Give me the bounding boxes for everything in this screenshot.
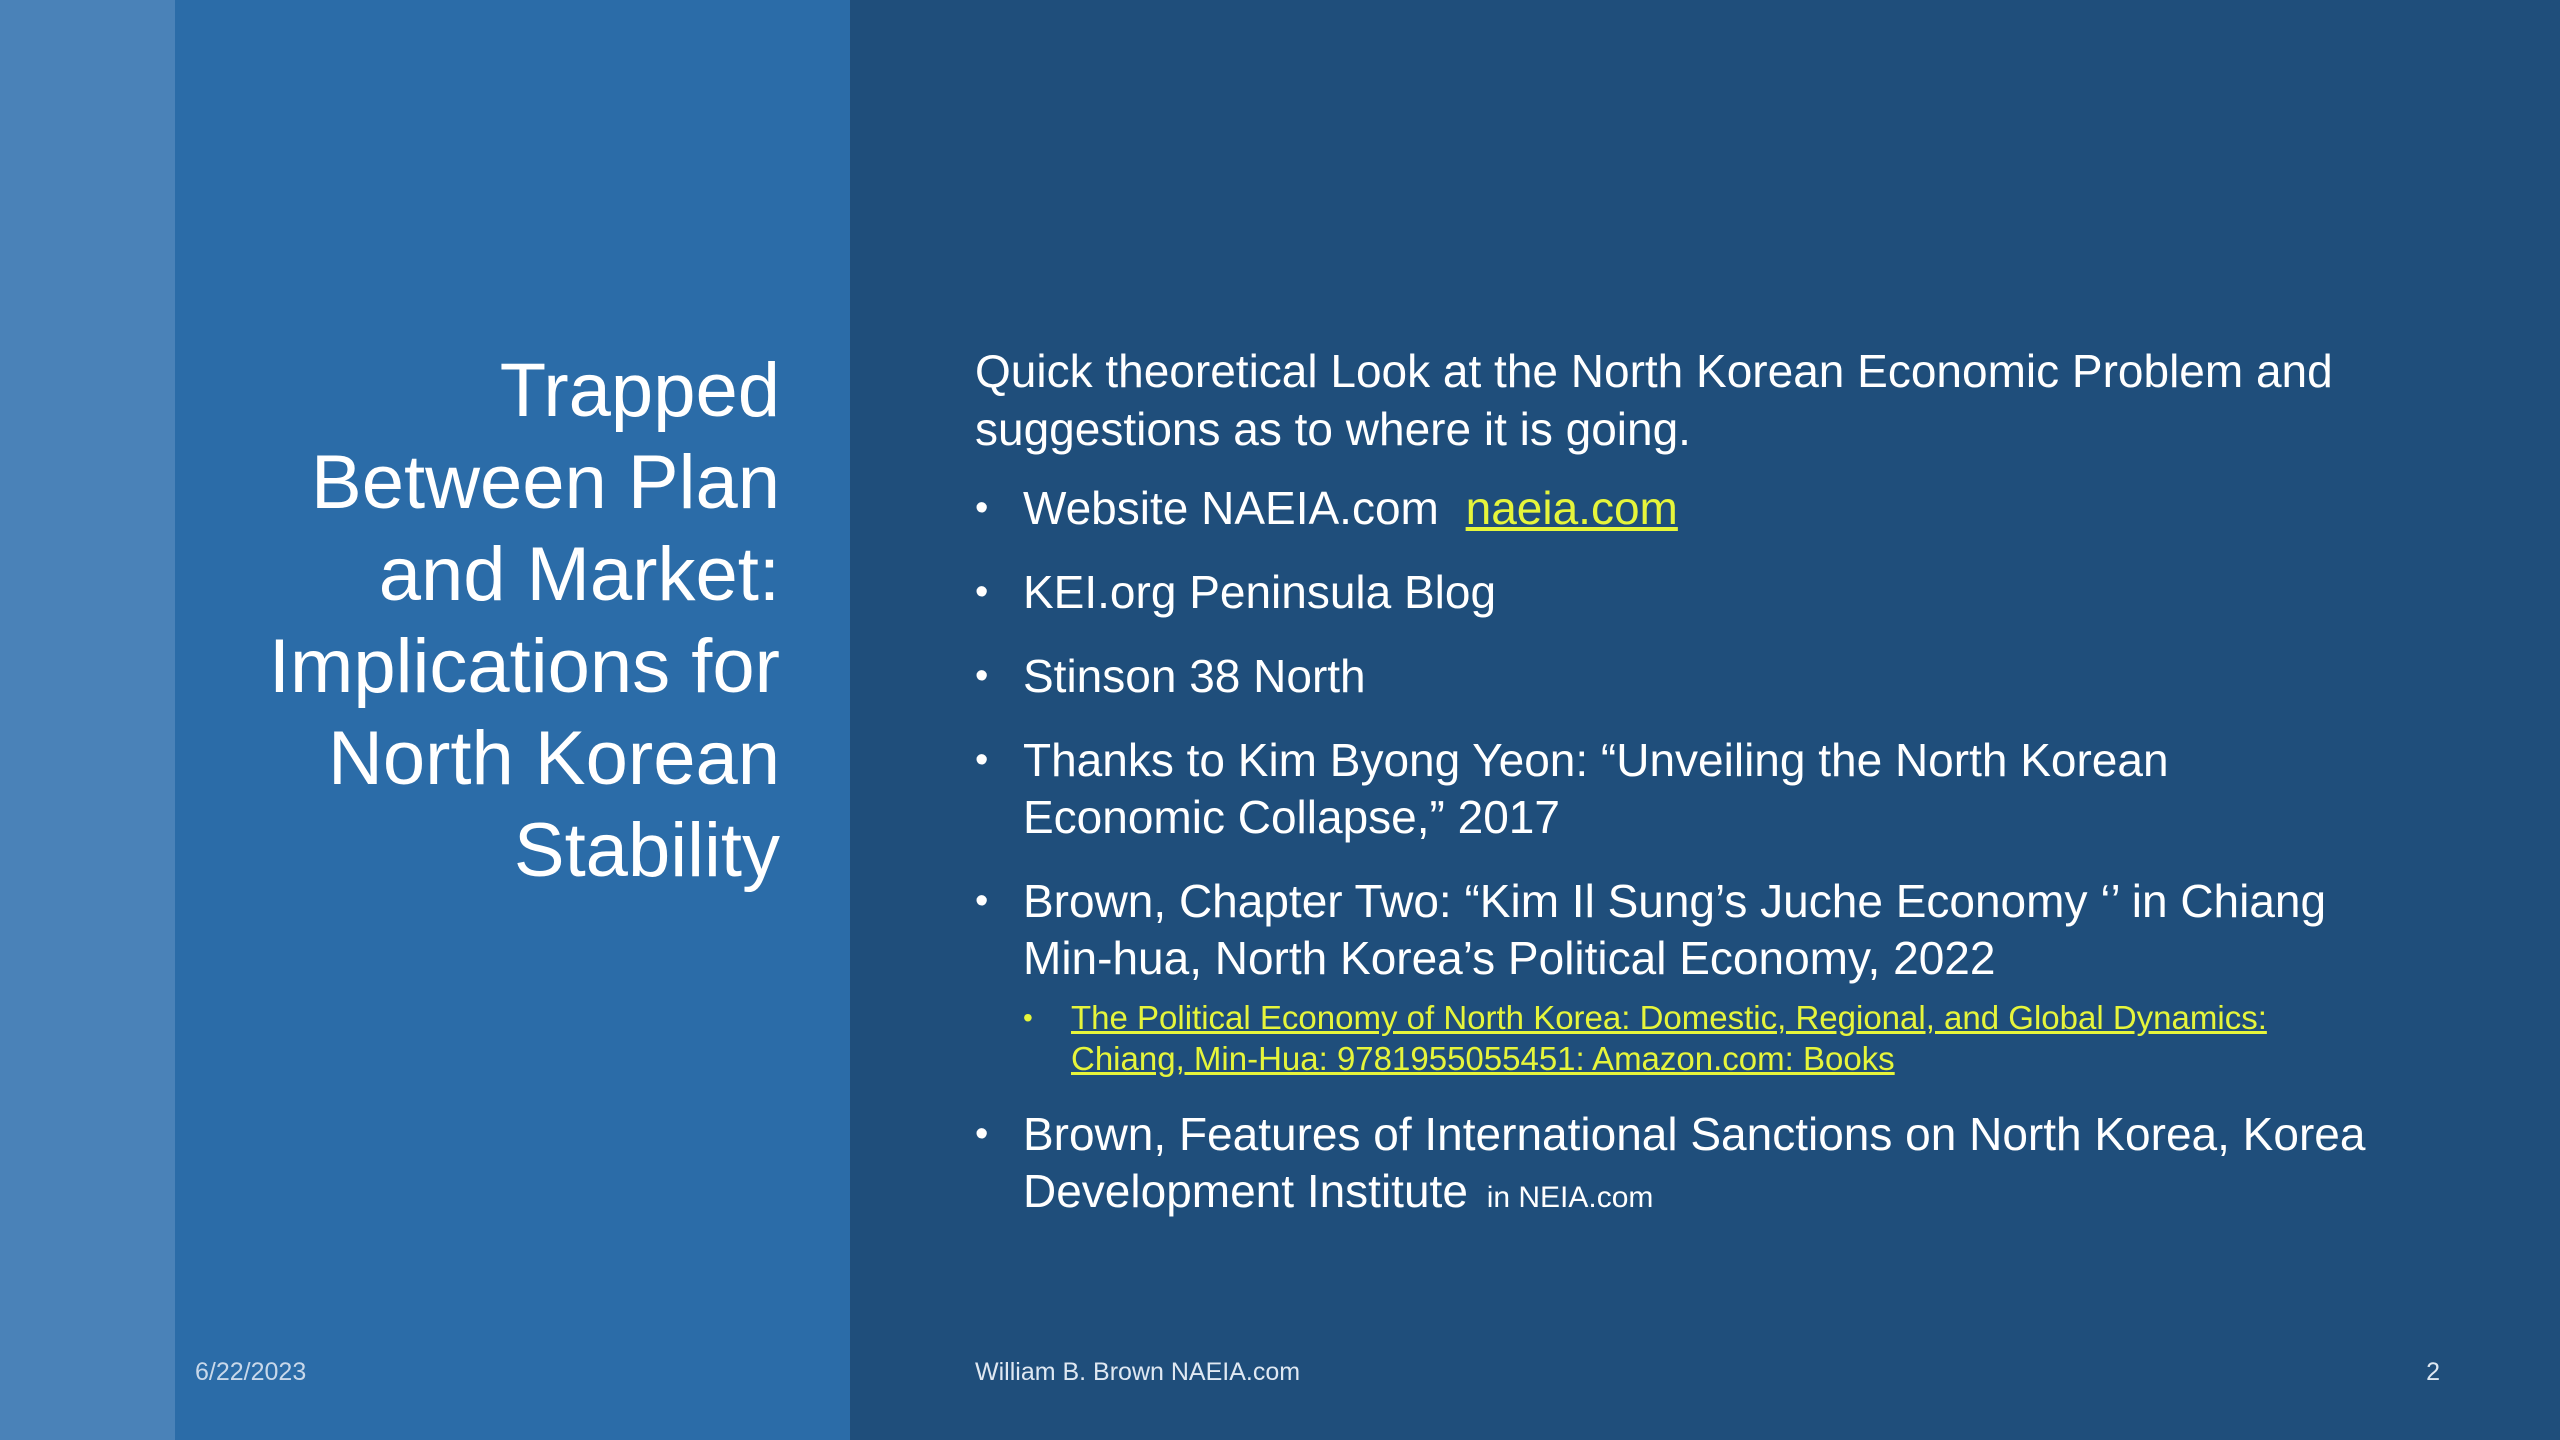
bullet-text: Website NAEIA.com <box>1023 482 1439 534</box>
page-number: 2 <box>2426 1358 2440 1386</box>
title-line: Implications for <box>268 624 780 709</box>
footer-date: 6/22/2023 <box>195 1358 307 1386</box>
sub-bullet-list <box>1023 997 2375 1079</box>
bullet-suffix: in NEIA.com <box>1486 1181 1654 1214</box>
list-item <box>975 732 2375 846</box>
bullet-icon: • <box>975 880 989 922</box>
bullet-icon: • <box>975 487 989 529</box>
bullet-icon: • <box>975 571 989 613</box>
bullet-text: Brown, Chapter Two: “Kim Il Sung’s Juche Economy ‘’ in Chiang Min-hua, North Korea’s Political Economy, 2022 <box>1023 875 2327 984</box>
bullet-text: Brown, Features of International Sanctions on North Korea, Korea Development Institute <box>1023 1108 2366 1217</box>
amazon-book-link[interactable]: The Political Economy of North Korea: Domestic, Regional, and Global Dynamics: Chiang, Min-Hua: 9781955055451: Amazon.com: Books <box>1071 999 2267 1077</box>
slide-content <box>975 342 2375 1253</box>
list-item <box>975 480 2375 537</box>
footer-author: William B. Brown NAEIA.com <box>975 1358 1301 1386</box>
list-item <box>975 873 2375 1079</box>
slide-title <box>180 345 780 897</box>
sub-bullet-icon: • <box>1023 1002 1033 1033</box>
title-line: and Market: <box>378 532 780 617</box>
left-accent-strip <box>0 0 175 1440</box>
bullet-list <box>975 480 2375 1226</box>
list-item <box>975 648 2375 705</box>
bullet-icon: • <box>975 739 989 781</box>
intro-text: Quick theoretical Look at the North Korean Economic Problem and suggestions as to where it is going. <box>975 345 2333 455</box>
bullet-icon: • <box>975 1113 989 1155</box>
bullet-text: KEI.org Peninsula Blog <box>1023 566 1497 618</box>
bullet-icon: • <box>975 655 989 697</box>
list-item <box>975 1106 2375 1226</box>
title-line: North Korean <box>327 716 780 801</box>
naeia-link[interactable]: naeia.com <box>1465 482 1678 534</box>
title-line: Trapped <box>499 348 780 433</box>
sub-list-item <box>1023 997 2375 1079</box>
title-line: Between Plan <box>311 440 780 525</box>
bullet-text: Stinson 38 North <box>1023 650 1366 702</box>
list-item <box>975 564 2375 621</box>
bullet-text: Thanks to Kim Byong Yeon: “Unveiling the North Korean Economic Collapse,” 2017 <box>1023 734 2169 843</box>
title-line: Stability <box>513 808 780 893</box>
